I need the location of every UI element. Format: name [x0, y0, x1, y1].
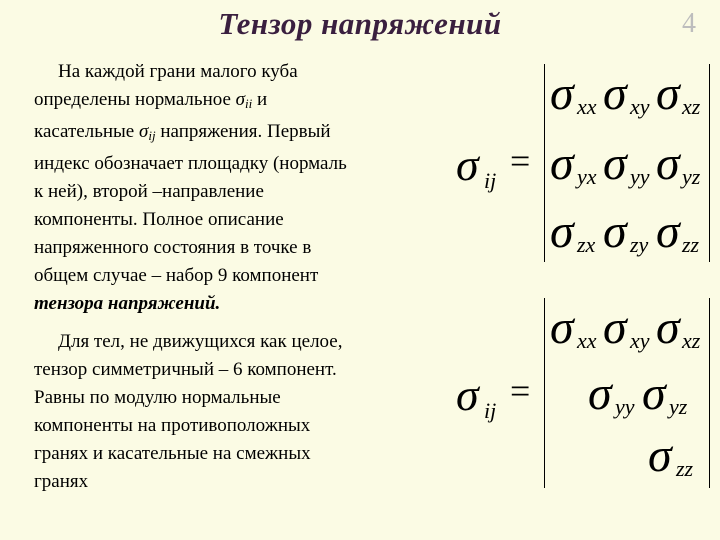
sigma-symbol: σ	[550, 205, 574, 258]
subscript: ii	[245, 96, 253, 111]
subscript: zz	[682, 232, 700, 257]
sigma-symbol: σ	[550, 301, 574, 354]
text-line: гранях и касательные на смежных	[34, 443, 311, 464]
subscript: xz	[682, 328, 701, 353]
sigma-symbol: σ	[550, 137, 574, 190]
subscript: yx	[577, 164, 597, 189]
text-line: компоненты на противоположных	[34, 415, 311, 436]
text-line: к ней), второй –направление	[34, 181, 264, 202]
text-line: тензор симметричный – 6 компонент.	[34, 359, 337, 380]
text-fragment: и	[252, 89, 268, 110]
term-stress-tensor: тензора напряжений	[34, 293, 216, 314]
matrix-right-bar	[709, 298, 710, 488]
subscript: zy	[630, 232, 649, 257]
sigma-symbol: σ	[550, 67, 574, 120]
subscript: xy	[630, 94, 650, 119]
equals-sign: =	[510, 371, 531, 411]
sigma-symbol: σ	[603, 67, 627, 120]
sigma-symbol: σ	[656, 137, 680, 190]
slide-number: 4	[682, 8, 696, 39]
text-line: На каждой грани малого куба	[58, 61, 298, 82]
text-fragment: .	[215, 293, 221, 314]
subscript: xx	[577, 328, 597, 353]
sigma-symbol: σ	[235, 89, 246, 110]
text-line: общем случае – набор 9 компонент	[34, 265, 319, 286]
matrix-left-bar	[544, 298, 545, 488]
text-line: напряженного состояния в точке в	[34, 237, 312, 258]
subscript: yz	[669, 394, 688, 419]
subscript: ij	[484, 168, 497, 193]
subscript: ij	[148, 128, 156, 143]
text-line: индекс обозначает площадку (нормаль	[34, 153, 347, 174]
subscript: zz	[676, 456, 694, 481]
text-fragment: касательные	[34, 121, 139, 142]
subscript: yy	[615, 394, 635, 419]
subscript: yz	[682, 164, 701, 189]
subscript: xz	[682, 94, 701, 119]
sigma-symbol: σ	[588, 367, 612, 420]
text-fragment: напряжения. Первый	[155, 121, 331, 142]
subscript: xy	[630, 328, 650, 353]
text-line: компоненты. Полное описание	[34, 209, 284, 230]
text-line: Для тел, не движущихся как целое,	[58, 331, 343, 352]
sigma-symbol: σ	[456, 139, 479, 190]
sigma-symbol: σ	[656, 205, 680, 258]
sigma-symbol: σ	[456, 369, 479, 420]
sigma-symbol: σ	[603, 137, 627, 190]
equals-sign: =	[510, 141, 531, 181]
text-fragment: определены нормальное	[34, 89, 236, 110]
slide-title: Тензор напряжений	[218, 6, 502, 41]
subscript: yy	[630, 164, 650, 189]
sigma-symbol: σ	[656, 67, 680, 120]
subscript: xx	[577, 94, 597, 119]
subscript: ij	[484, 398, 497, 423]
sigma-symbol: σ	[656, 301, 680, 354]
sigma-symbol: σ	[603, 205, 627, 258]
sigma-symbol: σ	[648, 429, 672, 482]
text-line: Равны по модулю нормальные	[34, 387, 281, 408]
sigma-symbol: σ	[138, 121, 149, 142]
sigma-symbol: σ	[603, 301, 627, 354]
text-line: гранях	[34, 471, 89, 492]
subscript: zx	[577, 232, 596, 257]
sigma-symbol: σ	[642, 367, 666, 420]
